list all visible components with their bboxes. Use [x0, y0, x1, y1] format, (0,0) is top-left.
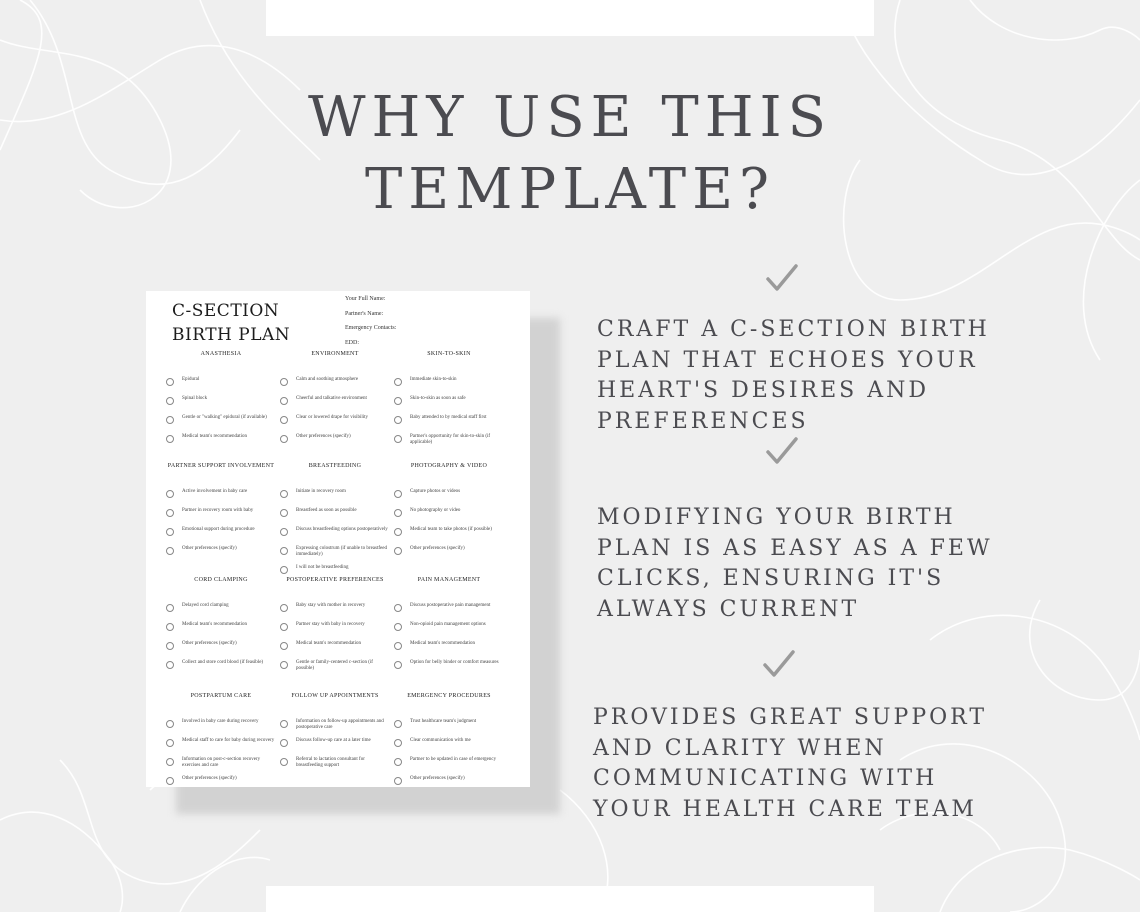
- benefit-line: ALWAYS CURRENT: [597, 596, 860, 622]
- option-circle-icon[interactable]: [166, 642, 174, 650]
- plan-option: [278, 546, 392, 559]
- plan-section: [392, 351, 506, 453]
- plan-option-label: Capture photos or videos: [410, 489, 461, 494]
- bottom-white-banner: [266, 886, 874, 912]
- plan-option-label: No photography or video: [410, 508, 461, 513]
- benefit-line: PLAN IS AS EASY AS A FEW: [597, 535, 993, 561]
- plan-option: [164, 489, 278, 502]
- plan-option-label: Other preferences (specify): [410, 776, 465, 781]
- plan-option: [392, 641, 506, 654]
- plan-section-title: POSTOPERATIVE PREFERENCES: [286, 577, 384, 583]
- plan-section: [392, 463, 506, 565]
- option-circle-icon[interactable]: [166, 509, 174, 517]
- plan-option-label: Baby stay with mother in recovery: [296, 603, 366, 608]
- document-title: [172, 299, 290, 347]
- benefit-line: PROVIDES GREAT SUPPORT: [593, 705, 988, 730]
- plan-section: [164, 693, 278, 787]
- checkmark-icon: [762, 648, 796, 682]
- plan-option: [164, 719, 278, 732]
- plan-option: [164, 415, 278, 428]
- plan-option-label: Information on post-c-section recovery exercises and care: [182, 757, 261, 768]
- plan-option: [164, 603, 278, 616]
- plan-option-label: Other preferences (specify): [296, 434, 351, 439]
- option-circle-icon[interactable]: [166, 604, 174, 612]
- plan-option-label: Partner's opportunity for skin-to-skin (if applicable): [410, 434, 491, 445]
- plan-option-label: Calm and soothing atmosphere: [296, 377, 359, 382]
- plan-option: [392, 738, 506, 751]
- plan-option-label: Spinal block: [182, 396, 208, 401]
- plan-option-label: Partner in recovery room with baby: [182, 508, 254, 513]
- plan-option: [164, 776, 278, 787]
- plan-section-title: POSTPARTUM CARE: [190, 693, 252, 699]
- option-circle-icon[interactable]: [280, 397, 288, 405]
- plan-option: [392, 415, 506, 428]
- option-circle-icon[interactable]: [166, 661, 174, 669]
- plan-option: [278, 508, 392, 521]
- option-circle-icon[interactable]: [280, 378, 288, 386]
- plan-option: [164, 622, 278, 635]
- benefit-point-1: [597, 315, 990, 437]
- plan-option: [278, 527, 392, 540]
- option-circle-icon[interactable]: [394, 490, 402, 498]
- option-circle-icon[interactable]: [166, 490, 174, 498]
- plan-option: [164, 757, 278, 770]
- plan-option-label: I will not be breastfeeding: [296, 565, 349, 570]
- plan-option: [392, 434, 506, 447]
- plan-option-label: Skin-to-skin as soon as safe: [410, 396, 466, 401]
- plan-option: [164, 396, 278, 409]
- option-circle-icon[interactable]: [166, 528, 174, 536]
- plan-option-label: Medical team's recommendation: [410, 641, 476, 646]
- plan-option: [392, 546, 506, 559]
- option-circle-icon[interactable]: [394, 435, 402, 443]
- option-circle-icon[interactable]: [394, 739, 402, 747]
- benefit-line: YOUR HEALTH CARE TEAM: [593, 796, 977, 822]
- option-circle-icon[interactable]: [394, 397, 402, 405]
- benefit-point-3: [593, 703, 987, 825]
- plan-section: [164, 463, 278, 565]
- plan-option: [392, 776, 506, 787]
- checkmark-icon: [765, 262, 799, 296]
- plan-option-label: Epidural: [182, 377, 200, 382]
- plan-option: [278, 660, 392, 673]
- plan-option-label: Expressing colostrum (if unable to breastfeed immediately): [296, 546, 387, 557]
- plan-option-label: Medical staff to care for baby during recovery: [182, 738, 275, 743]
- plan-section-title: CORD CLAMPING: [194, 577, 248, 583]
- plan-option-label: Partner stay with baby in recovery: [296, 622, 365, 627]
- plan-option: [392, 396, 506, 409]
- plan-option-label: Immediate skin-to-skin: [410, 377, 457, 382]
- plan-option: [392, 719, 506, 732]
- option-circle-icon[interactable]: [166, 547, 174, 555]
- field-emergency-contacts: Emergency Contacts:: [345, 325, 397, 331]
- option-circle-icon[interactable]: [394, 642, 402, 650]
- plan-section-title: ANASTHESIA: [200, 351, 242, 357]
- plan-option: [164, 434, 278, 447]
- plan-option-label: Information on follow-up appointments and postoperative care: [296, 719, 384, 730]
- benefit-line: CRAFT A C-SECTION BIRTH: [597, 317, 990, 342]
- option-circle-icon[interactable]: [166, 758, 174, 766]
- plan-option: [392, 622, 506, 635]
- plan-option: [278, 489, 392, 502]
- plan-option-label: Other preferences (specify): [182, 776, 237, 781]
- option-circle-icon[interactable]: [280, 720, 288, 728]
- plan-option: [164, 660, 278, 673]
- option-circle-icon[interactable]: [280, 547, 288, 555]
- option-circle-icon[interactable]: [394, 758, 402, 766]
- plan-option: [164, 641, 278, 654]
- plan-option-label: Trust healthcare team's judgment: [410, 719, 477, 724]
- plan-section-title: PARTNER SUPPORT INVOLVEMENT: [167, 463, 275, 469]
- option-circle-icon[interactable]: [166, 416, 174, 424]
- plan-option-label: Baby attended to by medical staff first: [410, 415, 487, 420]
- benefit-line: HEART'S DESIRES AND: [597, 378, 930, 403]
- plan-option-label: Discuss follow-up care at a later time: [296, 738, 371, 743]
- plan-option-label: Breastfeed as soon as possible: [296, 508, 357, 513]
- option-circle-icon[interactable]: [394, 777, 402, 785]
- option-circle-icon[interactable]: [394, 378, 402, 386]
- option-circle-icon[interactable]: [394, 547, 402, 555]
- document-title-line-1: C-SECTION: [172, 301, 280, 321]
- document-title-line-2: BIRTH PLAN: [172, 325, 291, 345]
- option-circle-icon[interactable]: [394, 509, 402, 517]
- option-circle-icon[interactable]: [280, 758, 288, 766]
- plan-option: [392, 527, 506, 540]
- plan-option-label: Medical team to take photos (if possible): [410, 527, 492, 532]
- option-circle-icon[interactable]: [280, 604, 288, 612]
- plan-option-label: Other preferences (specify): [182, 641, 237, 646]
- plan-option: [278, 622, 392, 635]
- plan-option: [278, 603, 392, 616]
- headline-line-1: WHY USE THIS: [307, 85, 833, 150]
- plan-option-label: Clear communication with me: [410, 738, 471, 743]
- plan-option-label: Option for belly binder or comfort measures: [410, 660, 499, 665]
- plan-option-label: Other preferences (specify): [182, 546, 237, 551]
- plan-option: [278, 757, 392, 770]
- option-circle-icon[interactable]: [280, 661, 288, 669]
- plan-option: [278, 434, 392, 447]
- top-white-banner: [266, 0, 874, 36]
- option-circle-icon[interactable]: [166, 623, 174, 631]
- option-circle-icon[interactable]: [280, 566, 288, 574]
- plan-option: [278, 719, 392, 732]
- plan-section-title: FOLLOW UP APPOINTMENTS: [291, 693, 379, 699]
- option-circle-icon[interactable]: [394, 528, 402, 536]
- option-circle-icon[interactable]: [394, 720, 402, 728]
- plan-option-label: Discuss breastfeeding options postoperatively: [296, 527, 388, 532]
- option-circle-icon[interactable]: [280, 416, 288, 424]
- plan-option: [392, 377, 506, 390]
- option-circle-icon[interactable]: [394, 604, 402, 612]
- plan-option: [278, 415, 392, 428]
- plan-option-label: Discuss postoperative pain management: [410, 603, 491, 608]
- plan-option-label: Medical team's recommendation: [296, 641, 362, 646]
- plan-option: [392, 603, 506, 616]
- option-circle-icon[interactable]: [166, 720, 174, 728]
- plan-option-label: Initiate in recovery room: [296, 489, 346, 494]
- option-circle-icon[interactable]: [166, 378, 174, 386]
- plan-option: [278, 377, 392, 390]
- option-circle-icon[interactable]: [166, 739, 174, 747]
- plan-option: [392, 660, 506, 673]
- plan-section: [392, 693, 506, 787]
- option-circle-icon[interactable]: [280, 642, 288, 650]
- plan-option-label: Cheerful and talkative environment: [296, 396, 367, 401]
- option-circle-icon[interactable]: [280, 623, 288, 631]
- headline: [300, 82, 840, 226]
- option-circle-icon[interactable]: [394, 416, 402, 424]
- plan-option: [164, 527, 278, 540]
- plan-option-label: Medical team's recommendation: [182, 622, 248, 627]
- plan-option-label: Delayed cord clamping: [182, 603, 229, 608]
- option-circle-icon[interactable]: [166, 435, 174, 443]
- plan-option: [392, 508, 506, 521]
- option-circle-icon[interactable]: [280, 528, 288, 536]
- benefit-line: PLAN THAT ECHOES YOUR: [597, 347, 978, 373]
- checkmark-icon: [765, 435, 799, 469]
- plan-option-label: Referral to lactation consultant for breastfeeding support: [296, 757, 365, 768]
- field-edd: EDD:: [345, 339, 359, 346]
- option-circle-icon[interactable]: [166, 777, 174, 785]
- plan-section: [392, 577, 506, 679]
- document-fields: [345, 296, 396, 354]
- plan-section: [164, 577, 278, 679]
- field-partner-name: Partner's Name:: [345, 310, 384, 317]
- plan-option: [278, 641, 392, 654]
- plan-option-label: Gentle or family-centered c-section (if possible): [296, 660, 373, 671]
- plan-option: [164, 377, 278, 390]
- birth-plan-document-preview: [146, 291, 530, 787]
- plan-section: [278, 693, 392, 776]
- plan-option: [164, 508, 278, 521]
- plan-option: [392, 489, 506, 502]
- benefit-line: PREFERENCES: [597, 408, 809, 434]
- benefit-point-2: [597, 503, 993, 625]
- plan-option: [164, 546, 278, 559]
- plan-option: [164, 738, 278, 751]
- headline-line-2: TEMPLATE?: [364, 157, 776, 222]
- plan-option-label: Other preferences (specify): [410, 546, 465, 551]
- option-circle-icon[interactable]: [166, 397, 174, 405]
- benefit-line: AND CLARITY WHEN: [593, 735, 887, 761]
- plan-section-title: PAIN MANAGEMENT: [417, 577, 481, 583]
- plan-section: [278, 463, 392, 584]
- plan-section-title: BREASTFEEDING: [308, 463, 362, 469]
- plan-option-label: Involved in baby care during recovery: [182, 719, 259, 724]
- option-circle-icon[interactable]: [280, 509, 288, 517]
- plan-section-title: ENVIRONMENT: [311, 351, 359, 357]
- plan-section: [164, 351, 278, 453]
- plan-section: [278, 577, 392, 679]
- plan-option-label: Partner to be updated in case of emergency: [410, 757, 497, 762]
- option-circle-icon[interactable]: [280, 435, 288, 443]
- plan-option: [278, 396, 392, 409]
- benefit-line: CLICKS, ENSURING IT'S: [597, 566, 945, 591]
- plan-option-label: Emotional support during procedure: [182, 527, 255, 532]
- plan-option-label: Non-opioid pain management options: [410, 622, 486, 627]
- plan-section: [278, 351, 392, 453]
- benefit-line: COMMUNICATING WITH: [593, 766, 938, 791]
- plan-option-label: Active involvement in baby care: [182, 489, 248, 494]
- plan-option: [278, 738, 392, 751]
- plan-option-label: Clear or lowered drape for visibility: [296, 415, 369, 420]
- option-circle-icon[interactable]: [280, 739, 288, 747]
- option-circle-icon[interactable]: [394, 623, 402, 631]
- plan-section-title: PHOTOGRAPHY & VIDEO: [410, 463, 488, 469]
- plan-option-label: Collect and store cord blood (if feasible): [182, 660, 264, 665]
- plan-option-label: Gentle or "walking" epidural (if available): [182, 415, 267, 420]
- plan-section-title: SKIN-TO-SKIN: [427, 351, 471, 357]
- option-circle-icon[interactable]: [280, 490, 288, 498]
- field-full-name: Your Full Name:: [345, 296, 386, 302]
- plan-option: [392, 757, 506, 770]
- plan-option-label: Medical team's recommendation: [182, 434, 248, 439]
- plan-section-title: EMERGENCY PROCEDURES: [407, 693, 491, 699]
- option-circle-icon[interactable]: [394, 661, 402, 669]
- benefit-line: MODIFYING YOUR BIRTH: [597, 505, 956, 530]
